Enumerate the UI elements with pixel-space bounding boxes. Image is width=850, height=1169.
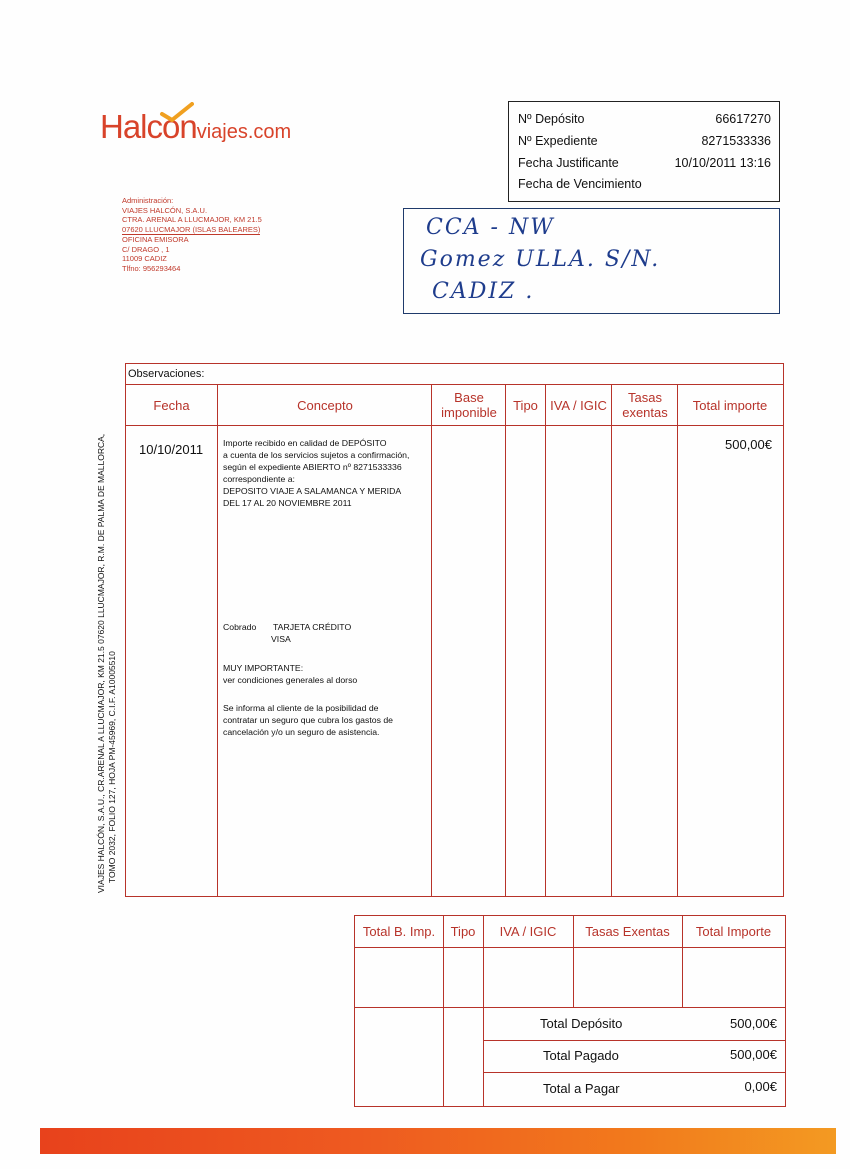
column-divider (217, 385, 218, 896)
address-line: OFICINA EMISORA (122, 235, 189, 244)
concepto-line: correspondiente a: (223, 474, 295, 484)
handwritten-line: Gomez ULLA. S/N. (420, 247, 661, 272)
observaciones-label: Observaciones: (126, 364, 783, 385)
totals-header-iva: IVA / IGIC (483, 916, 573, 948)
totals-divider (443, 916, 444, 1106)
address-line: Administración: (122, 196, 174, 205)
handwritten-line: CADIZ . (432, 279, 535, 304)
header-concepto: Concepto (297, 397, 353, 413)
column-divider (611, 385, 612, 896)
cobrado-line (223, 621, 423, 633)
totals-hline (483, 1072, 785, 1073)
legal-vertical-text (96, 373, 118, 893)
totals-header-total: Total Importe (682, 916, 785, 948)
header-tasas-line: exentas (622, 405, 668, 420)
deposito-value: 66617270 (715, 112, 771, 126)
address-line: C/ DRAGO , 1 (122, 244, 170, 254)
header-iva: IVA / IGIC (550, 397, 607, 413)
fecha-justificante-value: 10/10/2011 13:16 (674, 156, 771, 170)
deposit-info-box (508, 101, 780, 202)
logo-main-text: Halcon (100, 108, 197, 145)
footer-color-bar (40, 1128, 836, 1154)
concepto-line: a cuenta de los servicios sujetos a confirmación, (223, 450, 410, 460)
totals-header-tipo: Tipo (443, 916, 483, 948)
seguro-line: contratar un seguro que cubra los gastos de (223, 715, 393, 725)
seguro-line: cancelación y/o un seguro de asistencia. (223, 727, 380, 737)
total-a-pagar-value: 0,00€ (744, 1079, 777, 1094)
totals-hline (355, 1007, 785, 1008)
expediente-value: 8271533336 (701, 134, 771, 148)
totals-divider (483, 916, 484, 1106)
legal-line: TOMO 2032, FOLIO 127, HOJA PM-45969, C.I.F. A10005510 (107, 651, 117, 883)
table-header (126, 385, 783, 426)
total-deposito-value: 500,00€ (730, 1016, 777, 1031)
totals-hline (483, 1040, 785, 1041)
cobrado-label: Cobrado (223, 622, 257, 632)
column-divider (677, 385, 678, 896)
concepto-line: Importe recibido en calidad de DEPÓSITO (223, 438, 387, 448)
halcon-logo (100, 108, 300, 158)
deposito-label: Nº Depósito (518, 112, 585, 126)
header-tipo: Tipo (513, 397, 538, 413)
row-fecha: 10/10/2011 (139, 442, 204, 457)
totals-divider (682, 916, 683, 1007)
header-total-importe: Total importe (692, 397, 768, 413)
address-line: VIAJES HALCÓN, S.A.U. (122, 205, 208, 215)
cobrado-card: VISA (271, 634, 291, 644)
header-base-imponible (432, 385, 506, 425)
column-divider (505, 385, 506, 896)
vencimiento-label: Fecha de Vencimiento (518, 177, 642, 191)
total-pagado-value: 500,00€ (730, 1047, 777, 1062)
address-line: 07620 LLUCMAJOR (ISLAS BALEARES) (122, 224, 261, 234)
cobrado-method: TARJETA CRÉDITO (273, 622, 352, 632)
legal-line: VIAJES HALCÓN, S.A.U., CR.ARENAL A LLUCMAJOR, KM 21.5 07620 LLUCMAJOR, R.M. DE PALMA DE MALLORCA, (96, 433, 106, 893)
total-deposito-label: Total Depósito (540, 1016, 623, 1031)
column-divider (545, 385, 546, 896)
seguro-line: Se informa al cliente de la posibilidad de (223, 703, 379, 713)
logo-sub-text: viajes.com (196, 121, 292, 143)
company-address (122, 196, 292, 273)
address-line: Tlfno: 956293464 (122, 263, 181, 273)
header-tasas-line: Tasas (628, 390, 662, 405)
total-pagado-label: Total Pagado (543, 1048, 619, 1063)
address-line: 11009 CADIZ (122, 254, 167, 263)
expediente-label: Nº Expediente (518, 134, 598, 148)
header-base-line: imponible (441, 405, 497, 420)
importante-title: MUY IMPORTANTE: (223, 663, 304, 673)
header-fecha: Fecha (153, 397, 190, 413)
totals-header-tasas: Tasas Exentas (573, 916, 682, 948)
address-line: CTRA. ARENAL A LLUCMAJOR, KM 21.5 (122, 215, 262, 224)
fecha-justificante-label: Fecha Justificante (518, 156, 619, 170)
importante-text: ver condiciones generales al dorso (223, 675, 358, 685)
header-base-line: Base (454, 390, 484, 405)
total-a-pagar-label: Total a Pagar (543, 1081, 620, 1096)
handwritten-address-box (403, 208, 780, 314)
concepto-line: DEPOSITO VIAJE A SALAMANCA Y MERIDA (223, 486, 402, 496)
totals-table (354, 915, 786, 1107)
concepto-line: según el expediente ABIERTO nº 8271533336 (223, 462, 402, 472)
column-divider (431, 385, 432, 896)
header-tasas-exentas (612, 385, 678, 425)
totals-header-base: Total B. Imp. (355, 916, 443, 948)
row-importe: 500,00€ (725, 437, 772, 452)
checkmark-icon (158, 102, 194, 122)
concepto-text (223, 437, 423, 738)
concepto-line: DEL 17 AL 20 NOVIEMBRE 2011 (223, 498, 352, 508)
totals-divider (573, 916, 574, 1007)
handwritten-line: CCA - NW (426, 215, 555, 240)
